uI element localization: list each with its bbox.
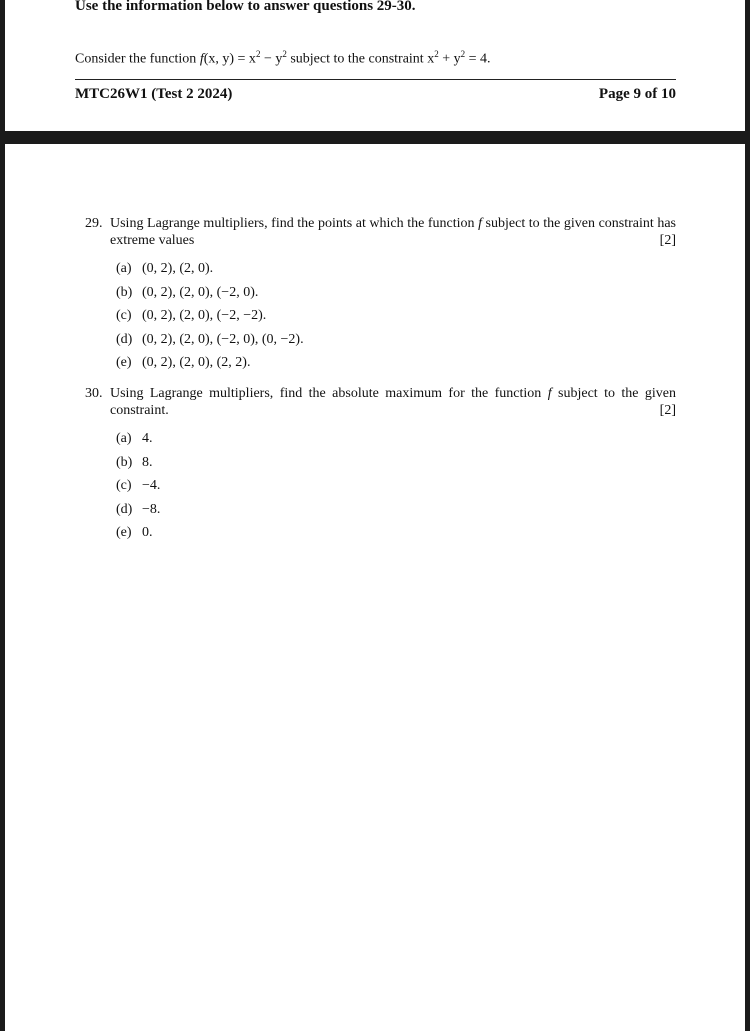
current-page: [5, 144, 745, 1031]
question-30: [85, 385, 676, 548]
option-e[interactable]: (e) 0.: [116, 525, 153, 540]
option-b[interactable]: (b) (0, 2), (2, 0), (−2, 0).: [116, 284, 259, 300]
marks-badge: [2]: [659, 403, 676, 418]
option-c[interactable]: (c) (0, 2), (2, 0), (−2, −2).: [116, 308, 267, 323]
page-number: Page 9 of 10: [598, 86, 676, 102]
option-b[interactable]: (b) 8.: [116, 454, 153, 470]
option-d[interactable]: (d) −8.: [116, 501, 161, 517]
question-text: Using Lagrange multipliers, find the points at which the function f subject to the given constraint has extreme values: [110, 216, 676, 248]
option-d[interactable]: (d) (0, 2), (2, 0), (−2, 0), (0, −2).: [116, 331, 304, 347]
option-e[interactable]: (e) (0, 2), (2, 0), (2, 2).: [116, 355, 251, 370]
question-number: 30.: [85, 386, 103, 401]
previous-page: [5, 0, 745, 131]
option-c[interactable]: (c) −4.: [116, 478, 161, 493]
answer-options: [116, 430, 676, 548]
course-code: MTC26W1 (Test 2 2024): [75, 86, 233, 102]
question-number: 29.: [85, 216, 103, 231]
instruction-heading: Use the information below to answer questions 29-30.: [75, 0, 416, 14]
option-a[interactable]: (a) (0, 2), (2, 0).: [116, 261, 214, 276]
option-a[interactable]: (a) 4.: [116, 431, 153, 446]
footer-divider: [75, 79, 676, 80]
question-text: Using Lagrange multipliers, find the absolute maximum for the function f subject to the given constraint.: [110, 386, 676, 418]
function-statement: Consider the function f(x, $y) = x^2 - y^2$ subject to the constraint $x^2 + y^2 = 4$.: [75, 49, 491, 67]
marks-badge: [2]: [659, 233, 676, 248]
answer-options: [116, 260, 676, 378]
question-29: [85, 215, 676, 378]
